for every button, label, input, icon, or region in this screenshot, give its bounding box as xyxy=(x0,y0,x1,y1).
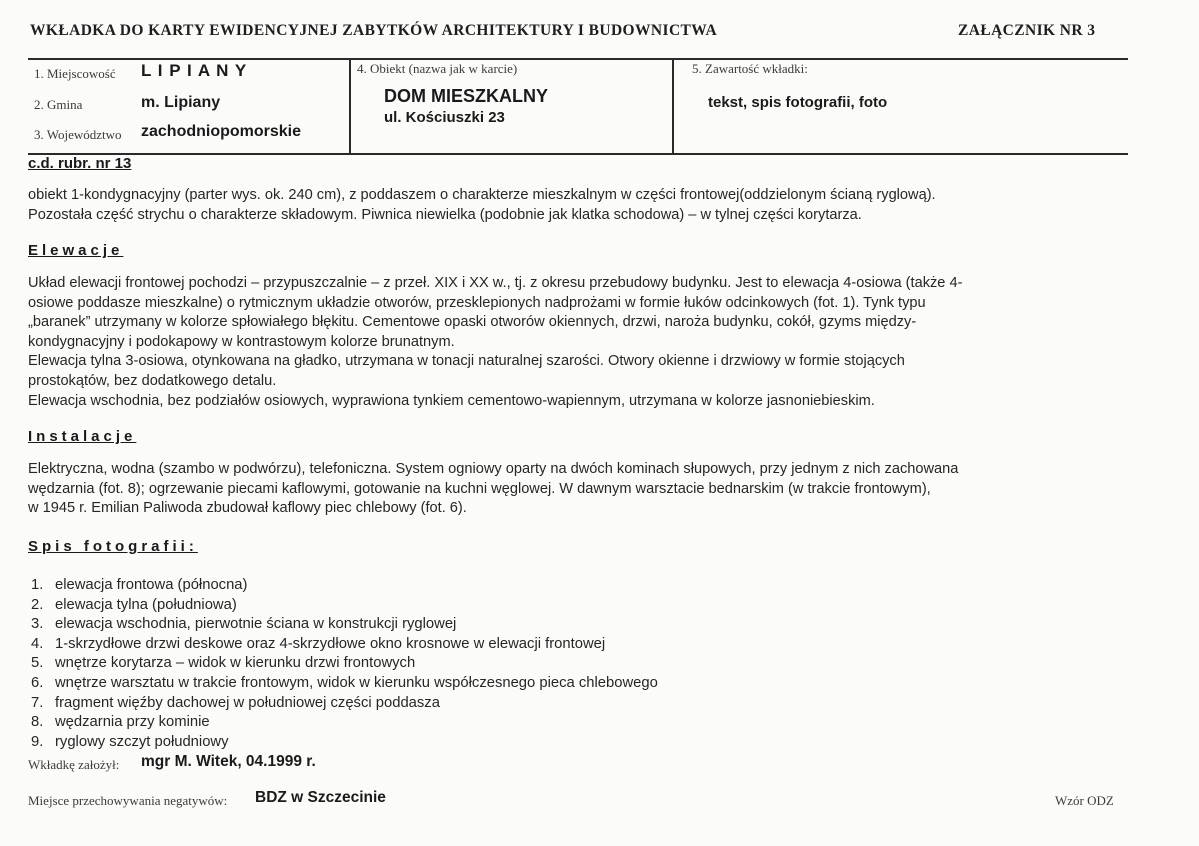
photo-list xyxy=(31,576,658,752)
elewacje-line: kondygnacyjny i podokapowy w kontrastowym kolorze brunatnym. xyxy=(28,333,455,350)
photo-description: wnętrze korytarza – widok w kierunku drzwi frontowych xyxy=(55,655,416,672)
place-value: L I P I A N Y xyxy=(141,61,248,80)
instalacje-heading: Instalacje xyxy=(28,428,137,445)
photo-description: ryglowy szczyt południowy xyxy=(55,733,229,750)
photo-number: 2. xyxy=(31,596,44,613)
elewacje-line: Elewacja wschodnia, bez podziałów osiowych, wyprawiona tynkiem cementowo-wapiennym, utrzymana w kolorze jasnoniebieskim. xyxy=(28,392,875,409)
elewacje-paragraph xyxy=(28,274,1127,411)
instalacje-line: wędzarnia (fot. 8); ogrzewanie piecami kaflowymi, gotowanie na kuchni węglowej. W dawnym warsztacie bednarskim (w trakcie frontowym), xyxy=(28,480,931,497)
object-label: 4. Obiekt (nazwa jak w karcie) xyxy=(357,61,518,76)
gmina-value: m. Lipiany xyxy=(141,94,221,111)
place-label: 1. Miejscowość xyxy=(34,66,116,81)
photo-description: elewacja tylna (południowa) xyxy=(55,596,237,613)
template-label: Wzór ODZ xyxy=(1055,793,1114,808)
box-divider-2 xyxy=(672,60,674,153)
storage-value: BDZ w Szczecinie xyxy=(255,789,386,806)
object-name: DOM MIESZKALNY xyxy=(384,86,548,106)
photo-number: 7. xyxy=(31,694,44,711)
photo-number: 4. xyxy=(31,635,44,652)
instalacje-line: w 1945 r. Emilian Paliwoda zbudował kaflowy piec chlebowy (fot. 6). xyxy=(28,500,467,517)
attachment-number: ZAŁĄCZNIK NR 3 xyxy=(958,22,1096,39)
elewacje-line: „baranek” utrzymany w kolorze spłowiałego błękitu. Cementowe opaski otworów okiennych, drzwi, naroża budynku, cokół, gzyms między- xyxy=(28,314,917,331)
list-item xyxy=(31,615,658,635)
author-label: Wkładkę założył: xyxy=(28,757,120,772)
photo-description: wędzarnia przy kominie xyxy=(55,714,210,731)
photo-description: fragment więźby dachowej w południowej części poddasza xyxy=(55,694,440,711)
gmina-label: 2. Gmina xyxy=(34,97,83,112)
photo-number: 9. xyxy=(31,733,44,750)
instalacje-line: Elektryczna, wodna (szambo w podwórzu), telefoniczna. System ogniowy oparty na dwóch kominach słupowych, przy jednym z nich zachowana xyxy=(28,461,959,477)
photo-description: 1-skrzydłowe drzwi deskowe oraz 4-skrzydłowe okno krosnowe w elewacji frontowej xyxy=(55,635,606,652)
contents-value: tekst, spis fotografii, foto xyxy=(708,94,888,111)
continuation-label: c.d. rubr. nr 13 xyxy=(28,155,132,172)
box-divider-1 xyxy=(349,60,351,153)
photo-number: 1. xyxy=(31,577,44,593)
box-top-rule xyxy=(28,58,1128,60)
list-item xyxy=(31,694,658,714)
list-item xyxy=(31,635,658,655)
list-item xyxy=(31,733,658,753)
list-item xyxy=(31,596,658,616)
photo-description: wnętrze warsztatu w trakcie frontowym, widok w kierunku współczesnego pieca chlebowego xyxy=(55,674,658,691)
instalacje-paragraph xyxy=(28,460,1127,519)
box-bottom-rule xyxy=(28,153,1128,155)
photos-heading: Spis fotografii: xyxy=(28,538,198,555)
voivodeship-value: zachodniopomorskie xyxy=(141,123,302,140)
photo-number: 8. xyxy=(31,714,44,731)
photo-number: 3. xyxy=(31,616,44,633)
photo-number: 5. xyxy=(31,655,44,672)
photo-description: elewacja wschodnia, pierwotnie ściana w konstrukcji ryglowej xyxy=(55,616,457,633)
author-value: mgr M. Witek, 04.1999 r. xyxy=(141,753,316,770)
list-item xyxy=(31,654,658,674)
intro-paragraph xyxy=(28,186,1127,225)
elewacje-line: Układ elewacji frontowej pochodzi – przypuszczalnie – z przeł. XIX i XX w., tj. z okresu przebudowy budynku. Jest to elewacja 4-osiowa (także 4- xyxy=(28,275,963,291)
object-address: ul. Kościuszki 23 xyxy=(384,109,505,126)
voivodeship-label: 3. Województwo xyxy=(34,127,122,142)
elewacje-line: osiowe poddasze mieszkalne) o rytmicznym układzie otworów, przesklepionych nadprożami w formie łuków odcinkowych (fot. 1). Tynk typu xyxy=(28,294,926,311)
elewacje-line: Elewacja tylna 3-osiowa, otynkowana na gładko, utrzymana w tonacji naturalnej szarości. Otwory okienne i drzwiowy w formie stojących xyxy=(28,353,905,370)
intro-line: obiekt 1-kondygnacyjny (parter wys. ok. 240 cm), z poddaszem o charakterze mieszkalnym w części frontowej(oddzielonym ścianą ryglową). xyxy=(28,187,936,203)
list-item xyxy=(31,674,658,694)
elewacje-line: prostokątów, bez dodatkowego detalu. xyxy=(28,372,277,389)
elewacje-heading: Elewacje xyxy=(28,242,124,259)
list-item xyxy=(31,576,658,596)
contents-label: 5. Zawartość wkładki: xyxy=(692,61,808,76)
list-item xyxy=(31,713,658,733)
intro-line: Pozostała część strychu o charakterze składowym. Piwnica niewielka (podobnie jak klatka schodowa) – w tylnej części korytarza. xyxy=(28,206,862,223)
document-title: WKŁADKA DO KARTY EWIDENCYJNEJ ZABYTKÓW ARCHITEKTURY I BUDOWNICTWA xyxy=(30,22,718,39)
storage-label: Miejsce przechowywania negatywów: xyxy=(28,793,228,808)
photo-number: 6. xyxy=(31,674,44,691)
photo-description: elewacja frontowa (północna) xyxy=(55,577,248,593)
